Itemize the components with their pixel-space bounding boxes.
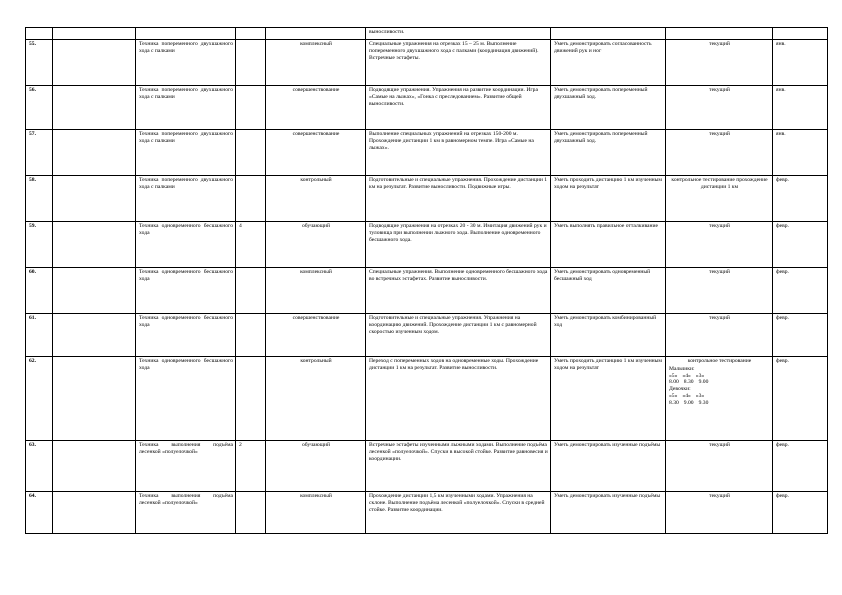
cell-num: 58.: [26, 176, 53, 222]
cell-date: февр.: [773, 357, 828, 441]
cell-lesson-type: совершенствование: [266, 314, 366, 357]
cell-hours: [236, 86, 266, 130]
cell-topic: [136, 28, 236, 40]
cell-requirements: [551, 28, 666, 40]
cell-topic: Техника выполнения подъёма лесенкой «полуелочкой»: [136, 441, 236, 492]
cell-lesson-type: комплексный: [266, 492, 366, 534]
cell-date: янв.: [773, 40, 828, 86]
cell-date: [773, 28, 828, 40]
table-row-62: [26, 357, 828, 441]
lesson-plan-table: [25, 27, 828, 534]
cell-topic: Техника попеременного двухшажного хода с палками: [136, 130, 236, 176]
cell-content: Выполнение специальных упражнений на отрезках 150-200 м. Прохождение дистанции 1 км в равномерном темпе. Игра «Самые на лыжах».: [366, 130, 551, 176]
cell-content: выносливости.: [366, 28, 551, 40]
cell-date: февр.: [773, 441, 828, 492]
cell-topic: Техника одновременного бесшажного хода: [136, 314, 236, 357]
cell-num: [26, 28, 53, 40]
cell-topic: Техника попеременного двухшажного хода с палками: [136, 86, 236, 130]
cell-blank: [53, 357, 136, 441]
cell-num: 55.: [26, 40, 53, 86]
table-row-59: [26, 222, 828, 268]
cell-control: [666, 28, 773, 40]
control-label: контрольное тестирование: [687, 358, 752, 364]
cell-topic: Техника попеременного двухшажного хода с палками: [136, 176, 236, 222]
cell-requirements: Уметь демонстрировать комбинированный ход: [551, 314, 666, 357]
cell-date: февр.: [773, 222, 828, 268]
cell-requirements: Уметь демонстрировать одновременный бесшажный ход: [551, 268, 666, 314]
cell-control: [666, 222, 773, 268]
cell-num: 57.: [26, 130, 53, 176]
cell-hours: [236, 40, 266, 86]
cell-requirements: Уметь демонстрировать попеременный двухшажный ход.: [551, 86, 666, 130]
cell-topic: Техника попеременного двухшажного хода с палками: [136, 40, 236, 86]
cell-hours: 2: [236, 441, 266, 492]
cell-requirements: Уметь демонстрировать изученные подъёмы: [551, 492, 666, 534]
control-label: текущий: [709, 269, 730, 275]
cell-date: февр.: [773, 492, 828, 534]
boys-times: [669, 379, 770, 386]
boys-marks: [669, 373, 770, 380]
cell-content: Специальные упражнения. Выполнение одновременного бесшажного хода во встречных эстафетах. Развитие выносливости.: [366, 268, 551, 314]
cell-date: янв.: [773, 86, 828, 130]
cell-hours: [236, 357, 266, 441]
cell-content: Подводящие упражнения на отрезках 20 - 30 м. Имитация движений рук и туловища при выполнении лыжного хода. Выполнение одновременного бесшажного хода.: [366, 222, 551, 268]
cell-num: 62.: [26, 357, 53, 441]
boys-label: Мальчики:: [669, 365, 695, 372]
control-label: текущий: [709, 223, 730, 229]
cell-content: Прохождение дистанции 1,5 км изученными ходами. Упражнения на склоне. Выполнение подъёма лесенкой «полуелочкой». Спуски в средней стойке. Развитие координации.: [366, 492, 551, 534]
cell-blank: [53, 40, 136, 86]
cell-content: Специальные упражнения на отрезках 15 – 25 м. Выполнение попеременного двухшажного хода с палками (координация движений). Встречные эстафеты.: [366, 40, 551, 86]
cell-blank: [53, 268, 136, 314]
cell-requirements: Уметь проходить дистанцию 1 км изученным ходом на результат: [551, 357, 666, 441]
cell-topic: Техника одновременного бесшажного хода: [136, 268, 236, 314]
table-body: [26, 28, 828, 534]
boys-marks-value: «4»: [682, 372, 691, 379]
boys-times-value: 8.30: [683, 379, 694, 386]
cell-requirements: Уметь выполнять правильное отталкивание: [551, 222, 666, 268]
control-label: текущий: [709, 41, 730, 47]
cell-lesson-type: контрольный: [266, 357, 366, 441]
table-row-64: [26, 492, 828, 534]
cell-num: 64.: [26, 492, 53, 534]
cell-hours: [236, 28, 266, 40]
control-label: текущий: [709, 131, 730, 137]
cell-lesson-type: обучающий: [266, 441, 366, 492]
cell-hours: [236, 314, 266, 357]
girls-marks-value: «5»: [669, 392, 678, 399]
table-row-58: [26, 176, 828, 222]
cell-content: Подготовительные и специальные упражнения. Упражнения на координацию движений. Прохождение дистанции 1 км с равномерной скоростью изученным ходом.: [366, 314, 551, 357]
cell-lesson-type: совершенствование: [266, 86, 366, 130]
cell-control: [666, 176, 773, 222]
cell-lesson-type: контрольный: [266, 176, 366, 222]
cell-lesson-type: [266, 28, 366, 40]
cell-blank: [53, 130, 136, 176]
girls-marks: [669, 393, 770, 400]
cell-num: 59.: [26, 222, 53, 268]
cell-num: 61.: [26, 314, 53, 357]
boys-marks-value: «5»: [669, 372, 678, 379]
cell-content: Подводящие упражнения. Упражнения на развитие координации. Игра «Самые на лыжах», «Гонка с преследованием». Развитие общей выносливости.: [366, 86, 551, 130]
grade-norms: [669, 366, 770, 407]
table-row-continued: [26, 28, 828, 40]
cell-requirements: Уметь демонстрировать изученные подъёмы: [551, 441, 666, 492]
cell-hours: [236, 268, 266, 314]
table-row-55: [26, 40, 828, 86]
cell-date: февр.: [773, 314, 828, 357]
control-label: текущий: [709, 442, 730, 448]
control-label: текущий: [709, 315, 730, 321]
table-row-56: [26, 86, 828, 130]
cell-blank: [53, 492, 136, 534]
control-label: текущий: [709, 87, 730, 93]
cell-control: [666, 40, 773, 86]
boys-marks-value: «3»: [695, 372, 705, 379]
cell-requirements: Уметь демонстрировать согласованность движений рук и ног: [551, 40, 666, 86]
cell-lesson-type: обучающий: [266, 222, 366, 268]
cell-num: 63.: [26, 441, 53, 492]
cell-requirements: Уметь демонстрировать попеременный двухшажный ход.: [551, 130, 666, 176]
boys-times-value: 9.00: [698, 379, 709, 386]
girls-label: Девочки:: [669, 386, 691, 393]
cell-date: февр.: [773, 176, 828, 222]
table-row-60: [26, 268, 828, 314]
cell-blank: [53, 86, 136, 130]
girls-times-value: 8.30: [669, 399, 679, 406]
table-row-61: [26, 314, 828, 357]
girls-times: [669, 400, 770, 407]
cell-content: Встречные эстафеты изученными лыжными ходами. Выполнение подъёма лесенкой «полуелочкой». Спуски в высокой стойке. Развитие равновесия и координации.: [366, 441, 551, 492]
control-label: текущий: [709, 493, 730, 499]
boys-times-value: 8.00: [669, 379, 679, 386]
cell-date: янв.: [773, 130, 828, 176]
cell-content: Подготовительные и специальные упражнения. Прохождение дистанции 1 км на результат. Развитие выносливости. Подвижные игры.: [366, 176, 551, 222]
lesson-plan-sheet: [25, 27, 827, 534]
cell-topic: Техника одновременного бесшажного хода: [136, 222, 236, 268]
cell-control: [666, 268, 773, 314]
girls-times-value: 9.30: [698, 399, 709, 406]
cell-control: [666, 314, 773, 357]
cell-lesson-type: совершенствование: [266, 130, 366, 176]
cell-blank: [53, 314, 136, 357]
table-row-57: [26, 130, 828, 176]
cell-hours: 4: [236, 222, 266, 268]
cell-hours: [236, 176, 266, 222]
girls-times-value: 9.00: [683, 399, 694, 406]
cell-content: Переход с попеременных ходов на одновременные ходы. Прохождение дистанции 1 км на результат. Развитие выносливости.: [366, 357, 551, 441]
control-label: контрольное тестирование прохождение дистанции 1 км: [671, 177, 768, 190]
cell-control: [666, 492, 773, 534]
cell-lesson-type: комплексный: [266, 268, 366, 314]
cell-hours: [236, 130, 266, 176]
cell-control: [666, 441, 773, 492]
cell-num: 56.: [26, 86, 53, 130]
cell-blank: [53, 28, 136, 40]
cell-date: февр.: [773, 268, 828, 314]
cell-topic: Техника выполнения подъёма лесенкой «полуелочкой»: [136, 492, 236, 534]
cell-hours: [236, 492, 266, 534]
cell-control: [666, 86, 773, 130]
cell-control: [666, 130, 773, 176]
cell-control: [666, 357, 773, 441]
girls-marks-value: «4»: [682, 392, 691, 399]
cell-num: 60.: [26, 268, 53, 314]
cell-requirements: Уметь проходить дистанцию 1 км изученным ходом на результат: [551, 176, 666, 222]
cell-blank: [53, 441, 136, 492]
cell-topic: Техника одновременного бесшажного хода: [136, 357, 236, 441]
table-row-63: [26, 441, 828, 492]
cell-blank: [53, 176, 136, 222]
cell-blank: [53, 222, 136, 268]
cell-lesson-type: комплексный: [266, 40, 366, 86]
girls-marks-value: «3»: [695, 392, 705, 399]
